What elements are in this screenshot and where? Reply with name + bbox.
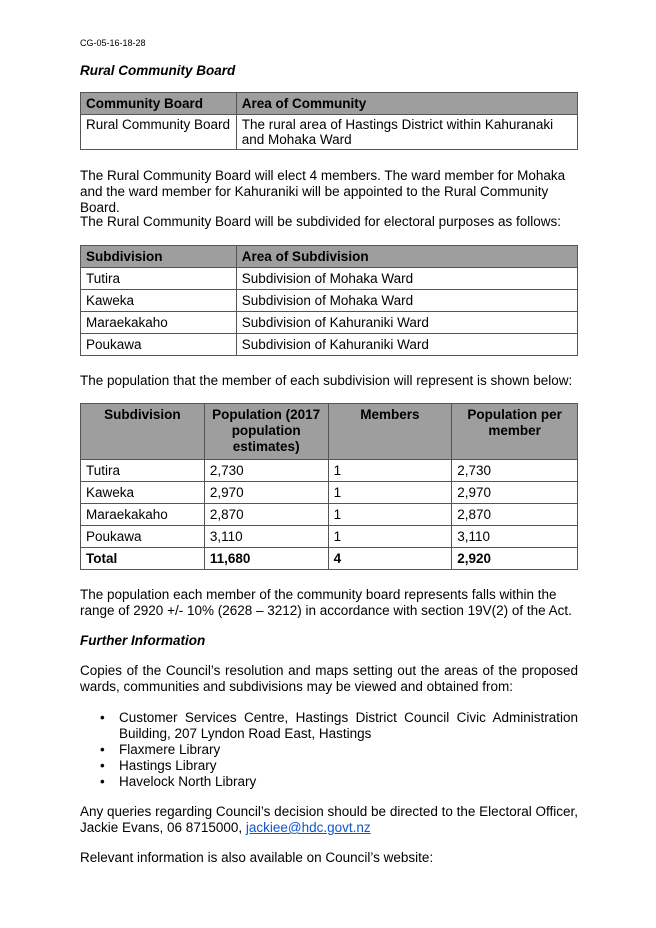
population-range-paragraph: The population each member of the community board represents falls within the range of 2920 +/- 10% (2628 – 3212) in accordance with section 19V(2) of the Act. bbox=[80, 587, 572, 618]
table-cell: 3,110 bbox=[452, 526, 578, 548]
table-row bbox=[81, 115, 578, 150]
table-cell: Kaweka bbox=[81, 482, 205, 504]
list-item: • Hastings Library bbox=[80, 758, 578, 774]
list-item: • Customer Services Centre, Hastings District Council Civic Administration Building, 207 Lyndon Road East, Hastings bbox=[80, 710, 578, 742]
table-cell: 2,870 bbox=[204, 504, 328, 526]
locations-list bbox=[80, 710, 578, 790]
table-cell: Subdivision of Kahuraniki Ward bbox=[236, 334, 577, 356]
population-intro-paragraph: The population that the member of each subdivision will represent is shown below: bbox=[80, 373, 573, 388]
queries-text: Any queries regarding Council’s decision should be directed to the Electoral Officer, Jackie Evans, 06 8715000, bbox=[80, 804, 578, 835]
queries-paragraph bbox=[80, 804, 578, 836]
community-board-table bbox=[80, 92, 578, 150]
table-row bbox=[81, 460, 578, 482]
table-cell: 2,970 bbox=[204, 482, 328, 504]
copies-paragraph: Copies of the Council’s resolution and maps setting out the areas of the proposed wards, communities and subdivisions may be viewed and obtained from: bbox=[80, 663, 578, 694]
section-heading-rural-community-board: Rural Community Board bbox=[80, 63, 236, 78]
table-cell: Tutira bbox=[81, 460, 205, 482]
table-cell: Rural Community Board bbox=[81, 115, 237, 150]
column-header: Subdivision bbox=[81, 404, 205, 460]
email-link[interactable]: jackiee@hdc.govt.nz bbox=[245, 820, 371, 835]
document-reference: CG-05-16-18-28 bbox=[80, 38, 146, 48]
table-cell: 2,730 bbox=[204, 460, 328, 482]
table-cell: Subdivision of Mohaka Ward bbox=[236, 290, 577, 312]
table-row bbox=[81, 312, 578, 334]
subdivision-intro-paragraph: The Rural Community Board will be subdivided for electoral purposes as follows: bbox=[80, 214, 561, 229]
column-header: Subdivision bbox=[81, 246, 237, 268]
table-cell: 1 bbox=[328, 504, 452, 526]
table-header-row bbox=[81, 93, 578, 115]
table-row bbox=[81, 290, 578, 312]
table-cell: 2,730 bbox=[452, 460, 578, 482]
table-cell: 2,920 bbox=[452, 548, 578, 570]
column-header: Members bbox=[328, 404, 452, 460]
table-cell: Maraekakaho bbox=[81, 312, 237, 334]
table-cell: 2,870 bbox=[452, 504, 578, 526]
table-header-row bbox=[81, 246, 578, 268]
table-cell: Tutira bbox=[81, 268, 237, 290]
population-table bbox=[80, 403, 578, 570]
table-cell: Subdivision of Mohaka Ward bbox=[236, 268, 577, 290]
column-header: Community Board bbox=[81, 93, 237, 115]
list-item: • Havelock North Library bbox=[80, 774, 578, 790]
table-cell: The rural area of Hastings District within Kahuranaki and Mohaka Ward bbox=[236, 115, 577, 150]
table-row bbox=[81, 526, 578, 548]
table-cell: 1 bbox=[328, 526, 452, 548]
column-header: Population per member bbox=[452, 404, 578, 460]
table-cell: Poukawa bbox=[81, 526, 205, 548]
list-item: • Flaxmere Library bbox=[80, 742, 578, 758]
table-total-row bbox=[81, 548, 578, 570]
table-header-row bbox=[81, 404, 578, 460]
table-cell: 2,970 bbox=[452, 482, 578, 504]
table-row bbox=[81, 334, 578, 356]
table-row bbox=[81, 268, 578, 290]
table-cell: Maraekakaho bbox=[81, 504, 205, 526]
board-members-paragraph: The Rural Community Board will elect 4 members. The ward member for Mohaka and the ward member for Kahuraniki will be appointed to the Rural Community Board. bbox=[80, 168, 566, 215]
table-cell: 1 bbox=[328, 460, 452, 482]
table-row bbox=[81, 504, 578, 526]
table-cell: Kaweka bbox=[81, 290, 237, 312]
column-header: Population (2017 population estimates) bbox=[204, 404, 328, 460]
table-cell: 11,680 bbox=[204, 548, 328, 570]
table-row bbox=[81, 482, 578, 504]
table-cell: Total bbox=[81, 548, 205, 570]
column-header: Area of Subdivision bbox=[236, 246, 577, 268]
table-cell: Subdivision of Kahuraniki Ward bbox=[236, 312, 577, 334]
subdivision-table bbox=[80, 245, 578, 356]
table-cell: Poukawa bbox=[81, 334, 237, 356]
section-heading-further-information: Further Information bbox=[80, 633, 206, 648]
table-cell: 4 bbox=[328, 548, 452, 570]
website-paragraph: Relevant information is also available on Council’s website: bbox=[80, 850, 434, 865]
table-cell: 1 bbox=[328, 482, 452, 504]
column-header: Area of Community bbox=[236, 93, 577, 115]
table-cell: 3,110 bbox=[204, 526, 328, 548]
